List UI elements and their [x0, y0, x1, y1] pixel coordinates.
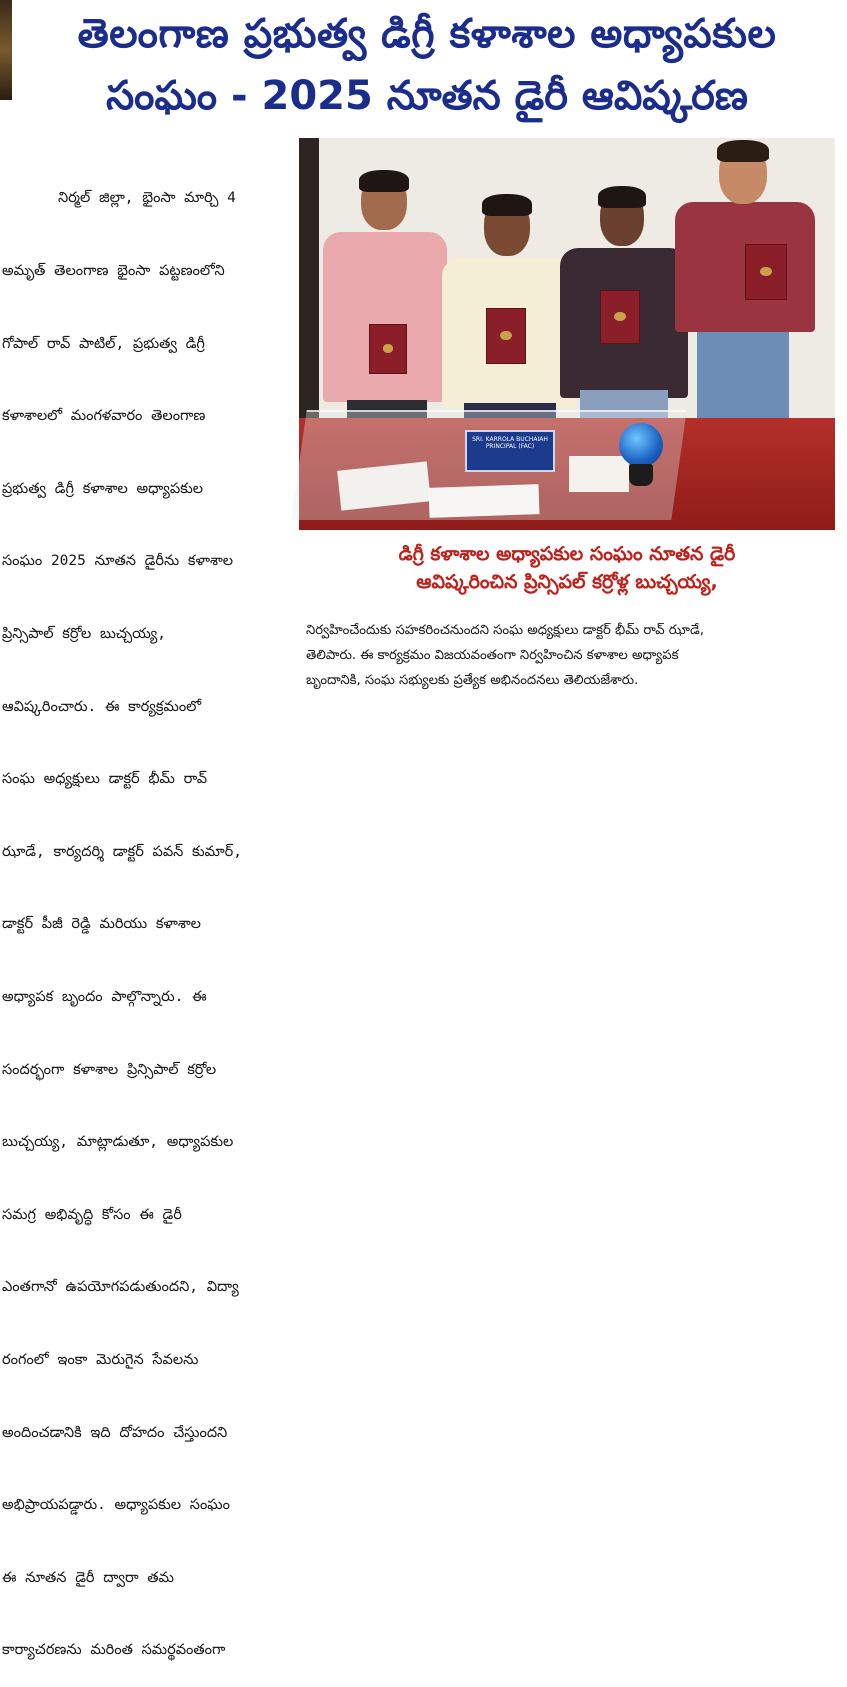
- principal-nameplate: SRI. KARROLA BUCHAIAH PRINCIPAL (FAC): [465, 430, 555, 472]
- desk-paper: [429, 484, 540, 518]
- event-photo: [299, 138, 835, 530]
- person-hair: [598, 186, 646, 208]
- article-body-column: [2, 138, 290, 1687]
- person-body: [323, 232, 447, 402]
- diary-book: [369, 324, 407, 374]
- article-line: అందించడానికి ఇది దోహదం చేస్తుందని: [2, 1424, 228, 1441]
- article-line: నిర్మల్ జిల్లా, భైంసా మార్చి 4: [58, 190, 236, 207]
- article-line: గోపాల్ రావ్ పాటిల్, ప్రభుత్వ డిగ్రీ: [2, 335, 205, 352]
- article-line: సందర్భంగా కళాశాల ప్రిన్సిపాల్ కర్రోల: [2, 1061, 217, 1078]
- desk-paper: [569, 456, 629, 492]
- article-line: కళాశాలలో మంగళవారం తెలంగాణ: [2, 408, 206, 425]
- diary-book: [745, 244, 787, 300]
- person-hair: [482, 194, 532, 216]
- article-line: ఆవిష్కరించారు. ఈ కార్యక్రమంలో: [2, 698, 202, 715]
- article-line: డాక్టర్ పీజీ రెడ్డి మరియు కళాశాల: [2, 916, 201, 933]
- article-line: అధ్యాపక బృందం పాల్గొన్నారు. ఈ: [2, 988, 207, 1005]
- article-line: రంగంలో ఇంకా మెరుగైన సేవలను: [2, 1351, 199, 1368]
- continuation-line: నిర్వహించేందుకు సహకరించనుందని సంఘ అధ్యక్షులు డాక్టర్ భీమ్ రావ్ ఝాడే,: [306, 623, 704, 638]
- caption-line-2: ఆవిష్కరించిన ప్రిన్సిపల్ కర్రోళ్ల బుచ్చయ్య,: [416, 571, 718, 593]
- article-line: అభిప్రాయపడ్డారు. అధ్యాపకుల సంఘం: [2, 1497, 230, 1514]
- article-line: ఎంతగానో ఉపయోగపడుతుందని, విద్యా: [2, 1279, 239, 1296]
- globe-stand: [629, 464, 653, 486]
- continuation-line: తెలిపారు. ఈ కార్యక్రమం విజయవంతంగా నిర్వహించిన కళాశాల అధ్యాపక: [306, 648, 679, 663]
- photo-caption: [299, 540, 835, 596]
- caption-line-1: డిగ్రీ కళాశాల అధ్యాపకుల సంఘం నూతన డైరీ: [398, 543, 736, 565]
- headline-line-1: తెలంగాణ ప్రభుత్వ డిగ్రీ కళాశాల అధ్యాపకుల: [77, 11, 777, 57]
- article-line: ఝాడే, కార్యదర్శి డాక్టర్ పవన్ కుమార్,: [2, 843, 242, 860]
- article-line: సంఘం 2025 నూతన డైరీను కళాశాల: [2, 553, 234, 570]
- person-hair: [359, 170, 409, 192]
- article-line: ప్రభుత్వ డిగ్రీ కళాశాల అధ్యాపకుల: [2, 480, 204, 497]
- article-line: ప్రిన్సిపాల్ కర్రోల బుచ్చయ్య,: [2, 625, 166, 642]
- headline: [14, 6, 840, 124]
- left-edge-photo-strip: [0, 0, 12, 100]
- article-line: కార్యాచరణను మరింత సమర్థవంతంగా: [2, 1642, 226, 1659]
- diary-book: [486, 308, 526, 364]
- article-line: సమగ్ర అభివృద్ధి కోసం ఈ డైరీ: [2, 1206, 182, 1223]
- continuation-line: బృందానికి, సంఘ సభ్యులకు ప్రత్యేక అభినందనలు తెలియజేశారు.: [306, 673, 639, 688]
- article-line: బుచ్చయ్య, మాట్లాడుతూ, అధ్యాపకుల: [2, 1134, 234, 1151]
- article-continuation: [306, 618, 836, 693]
- diary-book: [600, 290, 640, 344]
- person-hair: [717, 140, 769, 162]
- headline-line-2: సంఘం - 2025 నూతన డైరీ ఆవిష్కరణ: [106, 73, 748, 119]
- article-line: ఈ నూతన డైరీ ద్వారా తమ: [2, 1569, 174, 1586]
- globe-icon: [619, 423, 663, 467]
- article-line: సంఘ అధ్యక్షులు డాక్టర్ భీమ్ రావ్: [2, 771, 208, 788]
- article-line: అమృత్ తెలంగాణ భైంసా పట్టణంలోని: [2, 263, 225, 279]
